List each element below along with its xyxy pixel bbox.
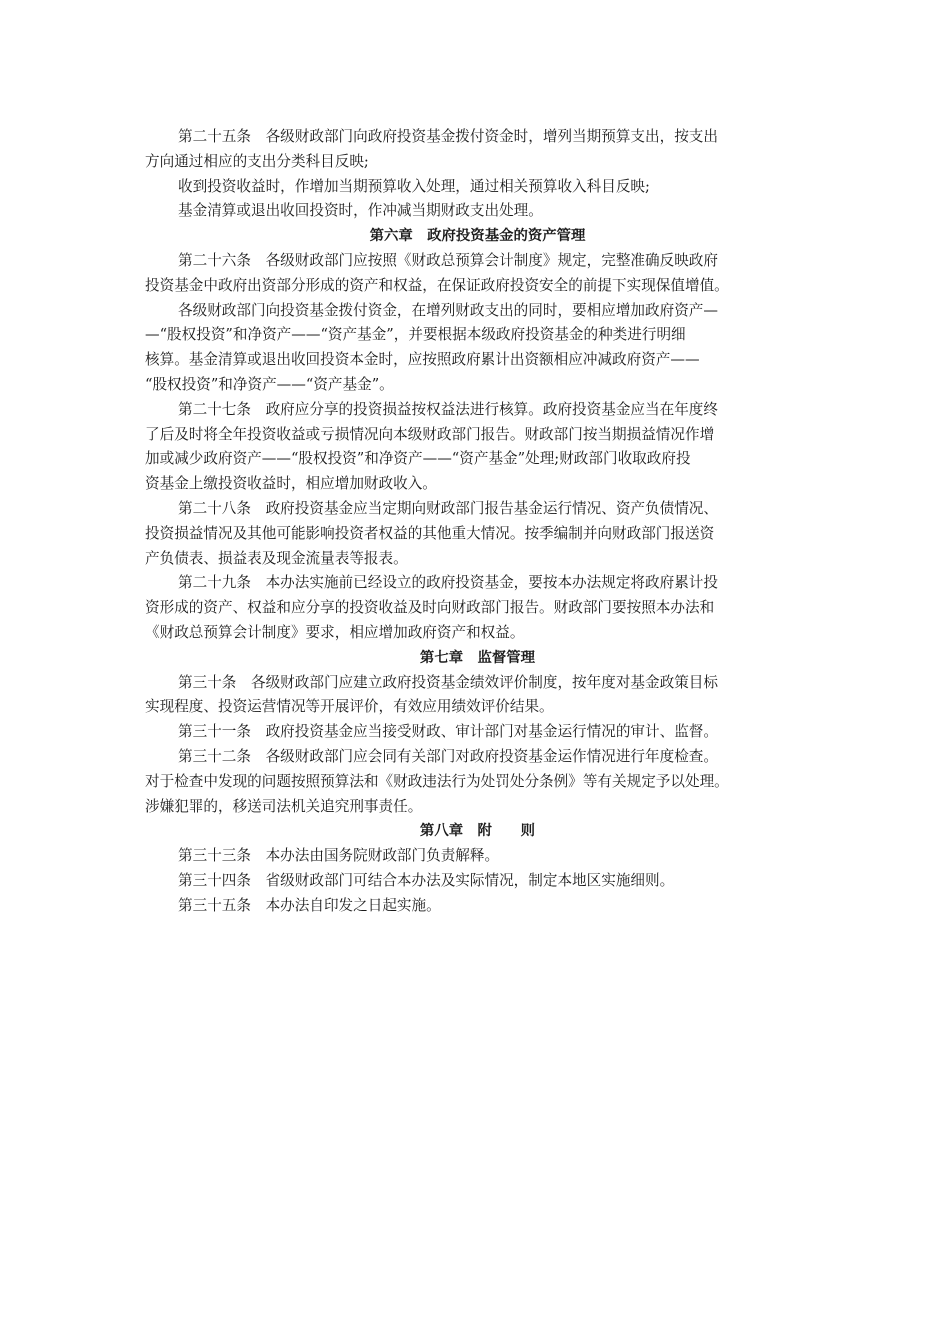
- article-30-line-1: 第三十条 各级财政部门应建立政府投资基金绩效评价制度，按年度对基金政策目标: [178, 673, 718, 691]
- article-25-line-2: 方向通过相应的支出分类科目反映;: [145, 152, 369, 170]
- article-29-line-3: 《财政总预算会计制度》要求，相应增加政府资产和权益。: [145, 623, 525, 641]
- article-26-para-2-line-3: 核算。基金清算或退出收回投资本金时，应按照政府累计出资额相应冲减政府资产——: [145, 351, 700, 369]
- article-28-line-1: 第二十八条 政府投资基金应当定期向财政部门报告基金运行情况、资产负债情况、: [178, 499, 718, 517]
- article-32-line-3: 涉嫌犯罪的，移送司法机关追究刑事责任。: [145, 797, 423, 815]
- article-25-line-1: 第二十五条 各级财政部门向政府投资基金拨付资金时，增列当期预算支出，按支出: [178, 128, 718, 145]
- article-26-line-1: 第二十六条 各级财政部门应按照《财政总预算会计制度》规定，完整准确反映政府: [178, 251, 718, 269]
- article-35-line-1: 第三十五条 本办法自印发之日起实施。: [178, 896, 441, 914]
- article-26-para-2-line-2: —“股权投资”和净资产——“资产基金”，并要根据本级政府投资基金的种类进行明细: [145, 326, 686, 344]
- article-27-line-2: 了后及时将全年投资收益或亏损情况向本级财政部门报告。财政部门按当期损益情况作增: [145, 425, 715, 443]
- article-27-line-4: 资基金上缴投资收益时，相应增加财政收入。: [145, 475, 437, 493]
- document-body: [145, 125, 810, 919]
- article-26-line-2: 投资基金中政府出资部分形成的资产和权益，在保证政府投资安全的前提下实现保值增值。: [145, 276, 729, 294]
- chapter-6-heading: 第六章 政府投资基金的资产管理: [369, 228, 586, 245]
- article-25-para-3: 基金清算或退出收回投资时，作冲减当期财政支出处理。: [178, 202, 543, 220]
- article-31-line-1: 第三十一条 政府投资基金应当接受财政、审计部门对基金运行情况的审计、监督。: [178, 723, 718, 741]
- article-30-line-2: 实现程度、投资运营情况等开展评价，有效应用绩效评价结果。: [145, 698, 554, 716]
- article-32-line-1: 第三十二条 各级财政部门应会同有关部门对政府投资基金运作情况进行年度检查。: [178, 747, 718, 765]
- article-25-para-2: 收到投资收益时，作增加当期预算收入处理，通过相关预算收入科目反映;: [178, 177, 650, 195]
- article-28-line-2: 投资损益情况及其他可能影响投资者权益的其他重大情况。按季编制并向财政部门报送资: [145, 524, 715, 542]
- article-26-para-2-line-1: 各级财政部门向投资基金拨付资金，在增列财政支出的同时，要相应增加政府资产—: [178, 301, 718, 319]
- article-27-line-1: 第二十七条 政府应分享的投资损益按权益法进行核算。政府投资基金应当在年度终: [178, 400, 718, 418]
- chapter-8-heading: 第八章 附 则: [419, 823, 536, 840]
- article-29-line-2: 资形成的资产、权益和应分享的投资收益及时向财政部门报告。财政部门要按照本办法和: [145, 599, 715, 617]
- article-27-line-3: 加或减少政府资产——“股权投资”和净资产——“资产基金”处理;财政部门收取政府投: [145, 450, 691, 468]
- article-32-line-2: 对于检查中发现的问题按照预算法和《财政违法行为处罚处分条例》等有关规定予以处理。: [145, 772, 729, 790]
- chapter-7-heading: 第七章 监督管理: [419, 649, 536, 666]
- article-29-line-1: 第二十九条 本办法实施前已经设立的政府投资基金，要按本办法规定将政府累计投: [178, 574, 718, 592]
- article-34-line-1: 第三十四条 省级财政部门可结合本办法及实际情况，制定本地区实施细则。: [178, 871, 675, 889]
- article-26-para-2-line-4: “股权投资”和净资产——“资产基金”。: [145, 375, 394, 393]
- article-28-line-3: 产负债表、损益表及现金流量表等报表。: [145, 549, 408, 567]
- article-33-line-1: 第三十三条 本办法由国务院财政部门负责解释。: [178, 847, 500, 865]
